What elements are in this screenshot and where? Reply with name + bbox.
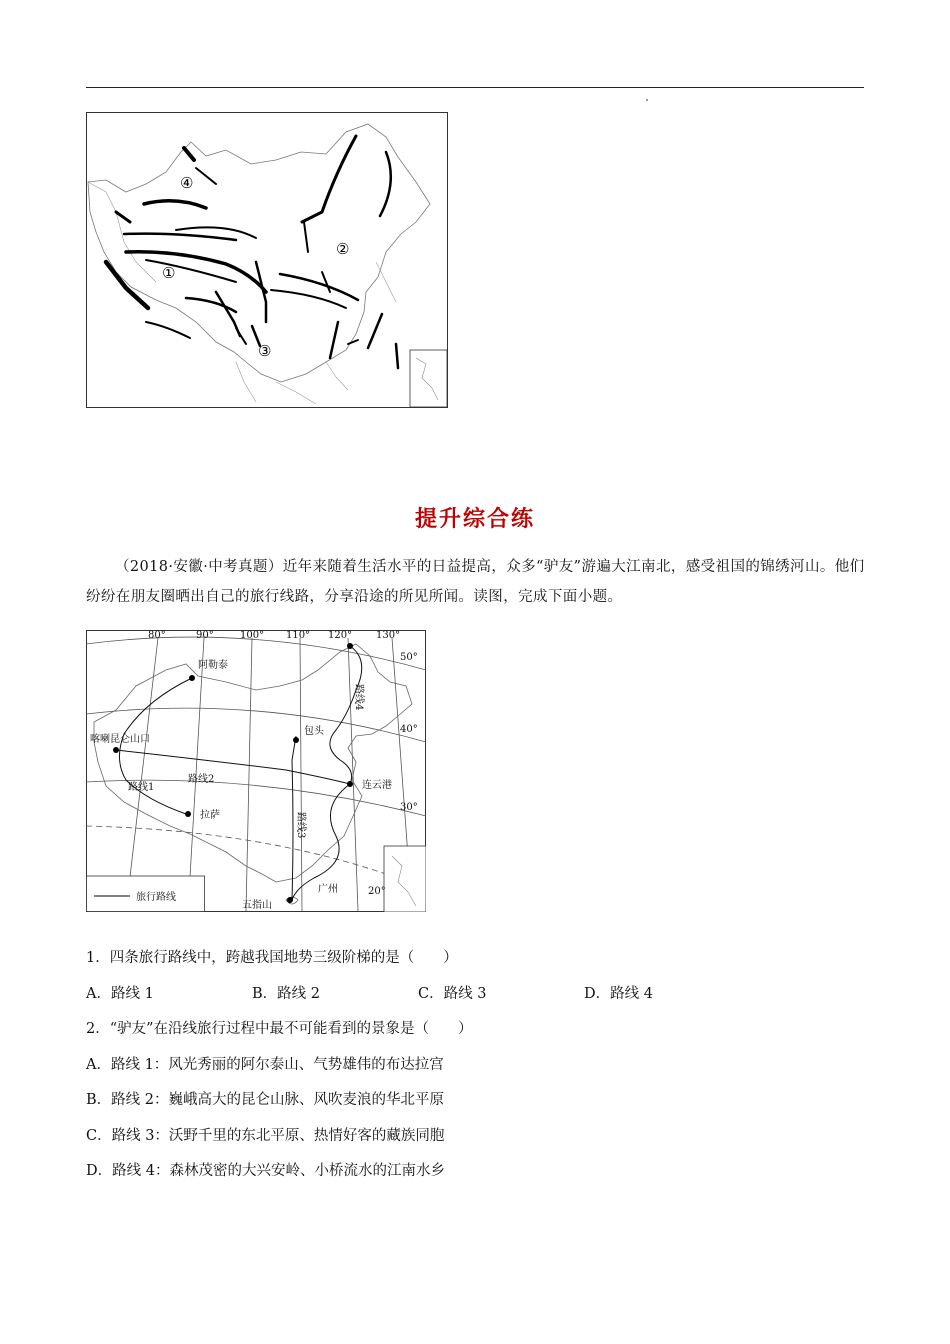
route-label-2: 路线2 [188, 774, 215, 785]
header-rule [86, 87, 864, 88]
q2-option-a: A．路线 1：风光秀丽的阿尔泰山、气势雄伟的布达拉宫 [86, 1057, 444, 1073]
question-2-stem: 2．“驴友”在沿线旅行过程中最不可能看到的景象是（ ） [86, 1021, 473, 1037]
lon-label-110: 110° [286, 630, 311, 641]
lat-label-30: 30° [400, 802, 418, 813]
route-map [86, 630, 426, 912]
question-1-stem: 1．四条旅行路线中，跨越我国地势三级阶梯的是（ ） [86, 950, 458, 966]
mountain-map [86, 112, 448, 408]
q1-option-a: A．路线 1 [86, 986, 154, 1002]
lat-label-20: 20° [368, 886, 386, 897]
place-karakoram: 喀喇昆仑山口 [90, 734, 150, 745]
lon-label-90: 90° [196, 630, 214, 641]
route-label-1: 路线1 [128, 782, 155, 793]
map1-label-4: ④ [180, 174, 194, 192]
legend-label: 旅行路线 [136, 892, 176, 903]
place-lianyungang: 连云港 [362, 780, 392, 791]
intro-paragraph: （2018·安徽·中考真题）近年来随着生活水平的日益提高，众多“驴友”游遍大江南北，感受祖国的锦绣河山。他们纷纷在朋友圈晒出自己的旅行线路，分享沿途的所见所闻。读图，完成下面小题。 [86, 559, 865, 605]
lat-label-50: 50° [400, 652, 418, 663]
map1-label-3: ③ [258, 342, 272, 360]
lon-label-100: 100° [240, 630, 265, 641]
q2-option-c: C．路线 3：沃野千里的东北平原、热情好客的藏族同胞 [86, 1128, 445, 1144]
section-title: 提升综合练 [414, 506, 535, 532]
place-wuzhishan: 五指山 [242, 900, 272, 911]
place-guangzhou: 广州 [318, 884, 338, 895]
q1-option-c: C．路线 3 [418, 986, 487, 1002]
lon-label-120: 120° [328, 630, 353, 641]
q2-option-d: D．路线 4：森林茂密的大兴安岭、小桥流水的江南水乡 [86, 1163, 445, 1179]
header-dot [646, 99, 648, 101]
q1-option-d: D．路线 4 [584, 986, 653, 1002]
map1-label-1: ① [162, 264, 176, 282]
lat-label-40: 40° [400, 724, 418, 735]
lon-label-80: 80° [148, 630, 166, 641]
place-lhasa: 拉萨 [200, 810, 220, 821]
place-altay: 阿勒泰 [198, 660, 228, 671]
place-baotou: 包头 [304, 726, 324, 737]
q1-option-b: B．路线 2 [252, 986, 320, 1002]
q2-option-b: B．路线 2：巍峨高大的昆仑山脉、风吹麦浪的华北平原 [86, 1092, 444, 1108]
route-label-3: 路线3 [295, 812, 306, 839]
route-label-4: 路线4 [353, 684, 364, 711]
lon-label-130: 130° [376, 630, 401, 641]
map1-label-2: ② [336, 240, 350, 258]
